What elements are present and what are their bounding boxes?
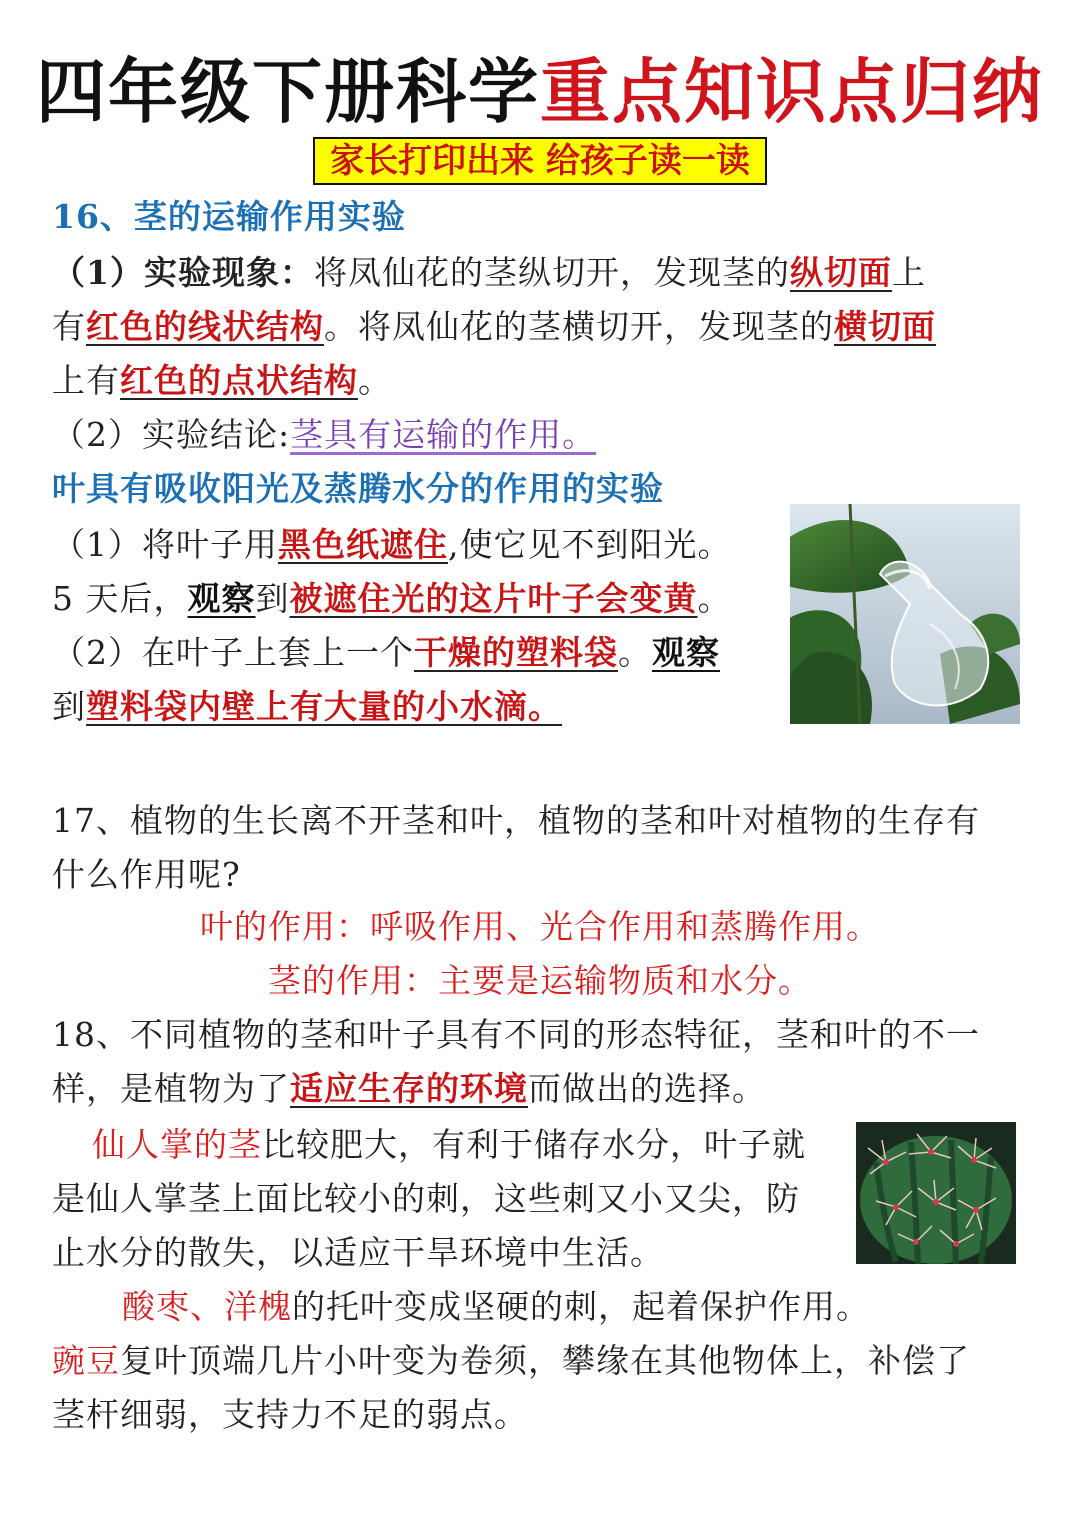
leaf-heading: 叶具有吸收阳光及蒸腾水分的作用的实验 (52, 469, 664, 508)
leaf-l3-c: 。 (618, 633, 652, 672)
s16-l3-b: 红色的点状结构 (120, 361, 358, 400)
s16-l2-a: 有 (52, 307, 86, 346)
s18-l3-a: 仙人掌的茎 (92, 1125, 262, 1164)
leaf-photo-illustration (790, 504, 1020, 724)
section16-line4 (52, 414, 596, 456)
leaf-l2-b: 观察 (187, 579, 256, 618)
leaf-line2 (52, 578, 732, 620)
leaf-l4-c: 。 (528, 687, 562, 726)
section18-line6 (122, 1286, 870, 1328)
leaf-l4-a: 到 (52, 687, 86, 726)
parent-banner: 家长打印出来 给孩子读一读 (313, 137, 767, 185)
s16-l1-c: 纵切面 (789, 253, 892, 292)
s16-l4-b: 茎具有运输的作用。 (290, 415, 597, 454)
section18-line1: 18、不同植物的茎和叶子具有不同的形态特征，茎和叶的不一 (52, 1015, 980, 1054)
section18-line7 (52, 1340, 970, 1382)
title-black: 四年级下册科学 (36, 51, 540, 133)
leaf-l2-c: 到 (255, 579, 290, 618)
leaf-line3 (52, 632, 720, 674)
title-red: 重点知识点归纳 (540, 51, 1044, 133)
leaf-l3-d: 观察 (652, 633, 720, 672)
s18-l6-b: 的托叶变成坚硬的刺，起着保护作用。 (292, 1287, 870, 1326)
s18-l7-b: 复叶顶端几片小叶变为卷须，攀缘在其他物体上，补偿了 (120, 1341, 970, 1380)
leaf-l4-b: 塑料袋内壁上有大量的小水滴 (86, 687, 528, 726)
s18-l2-a: 样，是植物为了 (52, 1069, 290, 1108)
s16-l2-d: 横切面 (834, 307, 936, 346)
section16-heading: 16、茎的运输作用实验 (52, 197, 406, 236)
section17-line1: 17、植物的生长离不开茎和叶，植物的茎和叶对植物的生存有 (52, 801, 980, 840)
stem-role-text: 茎的作用：主要是运输物质和水分。 (268, 961, 812, 1000)
leaf-line4 (52, 686, 562, 728)
s16-l1-b: 将凤仙花的茎纵切开，发现茎的 (313, 253, 790, 292)
leaf-l2-d: 被遮住光的这片叶子会变黄 (289, 579, 698, 618)
leaf-l2-e: 。 (697, 579, 732, 618)
section17-line2: 什么作用呢? (52, 855, 241, 894)
section16-line1 (52, 252, 926, 294)
leaf-l2-a: 5 天后， (52, 579, 188, 618)
s16-l4-a: （2）实验结论: (52, 415, 291, 454)
section18-line5: 止水分的散失，以适应干旱环境中生活。 (52, 1233, 664, 1272)
leaf-l3-b: 干燥的塑料袋 (414, 633, 618, 672)
s18-l6-a: 酸枣、洋槐 (122, 1287, 292, 1326)
leaf-plastic-bag-photo (790, 504, 1020, 724)
s16-l1-a: （1）实验现象： (52, 253, 314, 292)
section18-line2 (52, 1068, 766, 1110)
leaf-l1-c: ,使它见不到阳光。 (448, 525, 732, 564)
s18-l3-b: 比较肥大，有利于储存水分，叶子就 (262, 1125, 806, 1164)
s16-l3-c: 。 (358, 361, 392, 400)
leaf-role-text: 叶的作用：呼吸作用、光合作用和蒸腾作用。 (200, 907, 880, 946)
s18-l7-a: 豌豆 (52, 1341, 120, 1380)
leaf-l3-a: （2）在叶子上套上一个 (52, 633, 414, 672)
cactus-photo (856, 1122, 1016, 1264)
s16-l1-d: 上 (891, 253, 926, 292)
leaf-line1 (52, 524, 732, 566)
leaf-l1-b: 黑色纸遮住 (278, 525, 448, 564)
section18-line4: 是仙人掌茎上面比较小的刺，这些刺又小又尖，防 (52, 1179, 800, 1218)
s18-l2-c: 而做出的选择。 (528, 1069, 766, 1108)
s16-l2-c: 。将凤仙花的茎横切开，发现茎的 (324, 307, 834, 346)
s16-l3-a: 上有 (52, 361, 120, 400)
section18-line8: 茎杆细弱，支持力不足的弱点。 (52, 1395, 528, 1434)
s16-l2-b: 红色的线状结构 (86, 307, 324, 346)
section18-line3 (92, 1124, 806, 1166)
section16-line3 (52, 360, 392, 402)
page-title (0, 52, 1080, 132)
s18-l2-b: 适应生存的环境 (290, 1069, 528, 1108)
cactus-illustration (856, 1122, 1016, 1264)
leaf-l1-a: （1）将叶子用 (52, 525, 278, 564)
section16-line2 (52, 306, 936, 348)
